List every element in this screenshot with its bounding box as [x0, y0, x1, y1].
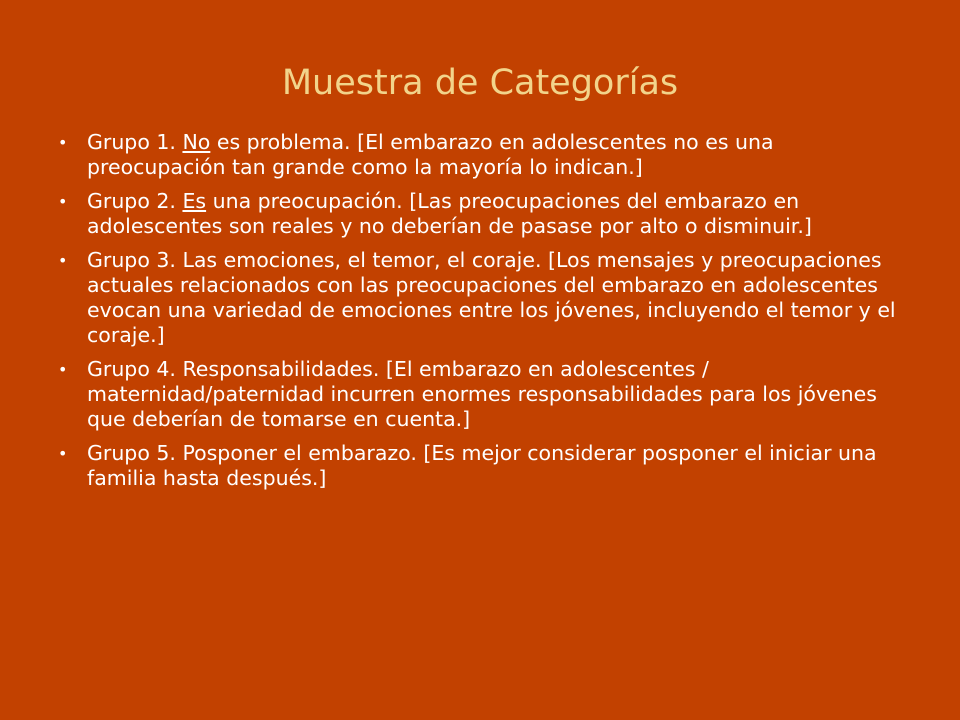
bullet-icon: •: [58, 251, 68, 270]
bullet-lead: Grupo 5. Posponer el embarazo. [Es mejor considerar posponer el iniciar una familia hasta después.]: [87, 441, 877, 490]
bullet-icon: •: [58, 444, 68, 463]
bullet-icon: •: [58, 192, 68, 211]
list-item-grupo-4: [56, 357, 906, 432]
bullet-lead: Grupo 3. Las emociones, el temor, el coraje. [Los mensajes y preocupaciones actuales relacionados con las preocupaciones del embarazo en adolescentes evocan una variedad de emociones entre los jóvenes, incluyendo el temor y el coraje.]: [87, 248, 896, 347]
bullet-lead: Grupo 1.: [87, 130, 183, 154]
bullet-icon: •: [58, 133, 68, 152]
bullet-icon: •: [58, 360, 68, 379]
bullet-lead: Grupo 2.: [87, 189, 183, 213]
bullet-lead: Grupo 4. Responsabilidades. [El embarazo en adolescentes / maternidad/paternidad incurren enormes responsabilidades para los jóvenes que deberían de tomarse en cuenta.]: [87, 357, 877, 431]
slide-title: Muestra de Categorías: [281, 63, 679, 103]
bullet-underlined-word: Es: [182, 189, 207, 213]
bullet-text: una preocupación. [Las preocupaciones del embarazo en adolescentes son reales y no deberían de pasase por alto o disminuir.]: [87, 189, 812, 238]
list-item-grupo-3: [56, 248, 906, 348]
bullet-text: es problema. [El embarazo en adolescentes no es una preocupación tan grande como la mayoría lo indican.]: [87, 130, 774, 179]
bullet-list: [56, 130, 906, 500]
list-item-grupo-2: [56, 189, 906, 239]
list-item-grupo-5: [56, 441, 906, 491]
list-item-grupo-1: [56, 130, 906, 180]
bullet-underlined-word: No: [182, 130, 211, 154]
